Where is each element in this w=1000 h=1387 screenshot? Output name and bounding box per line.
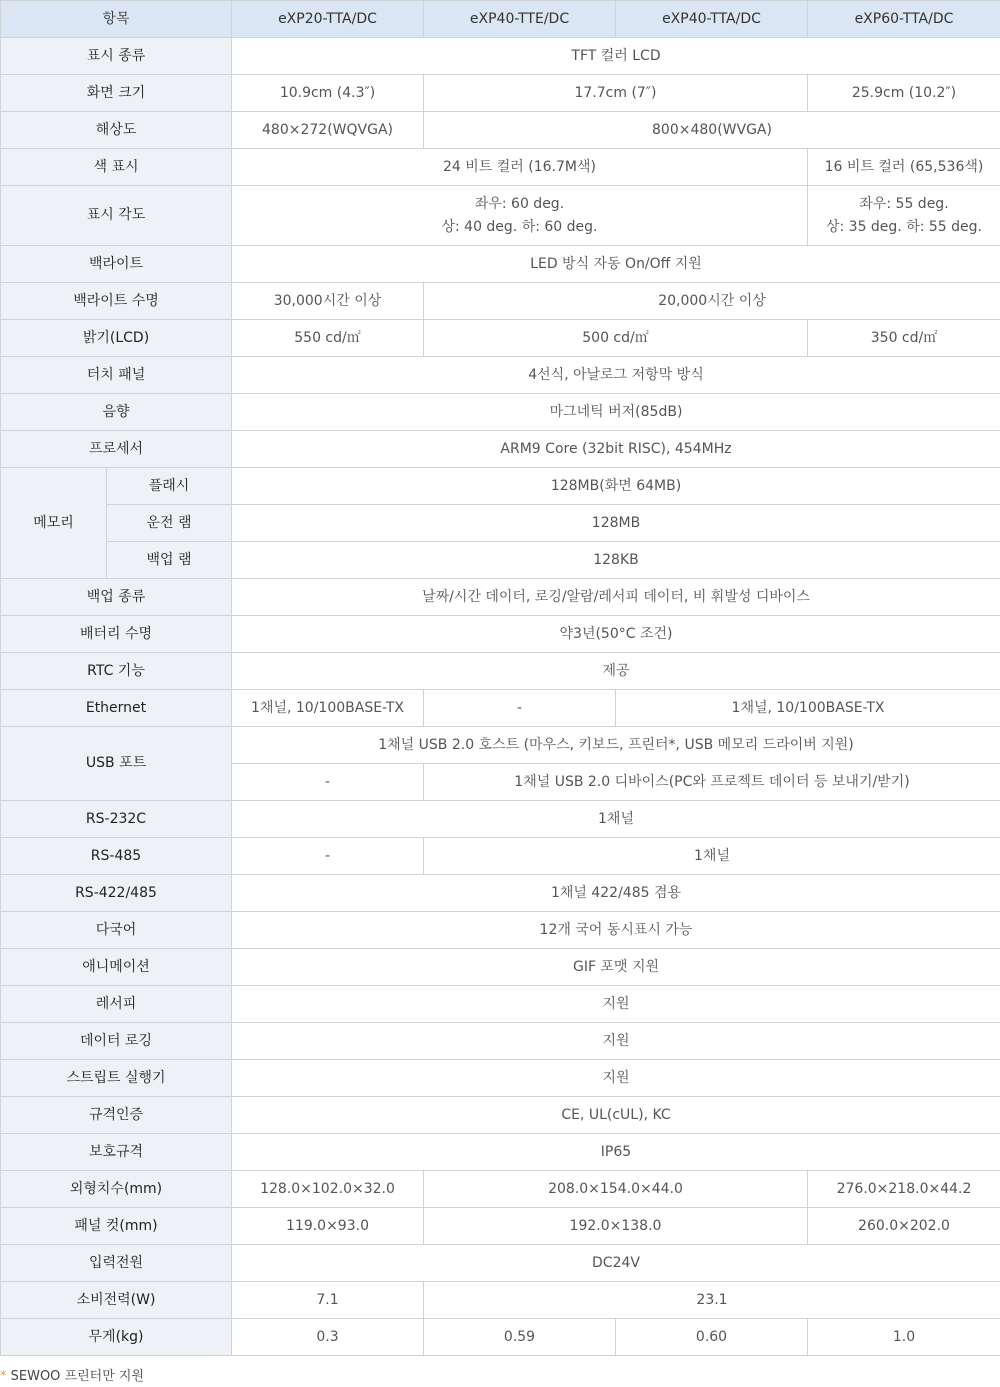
cell-value: 16 비트 컬러 (65,536색) <box>808 149 1000 186</box>
cell-value: ARM9 Core (32bit RISC), 454MHz <box>232 431 1000 468</box>
cell-value: 0.59 <box>424 1319 616 1356</box>
table-row <box>1 320 1000 357</box>
cell-value: 약3년(50°C 조건) <box>232 616 1000 653</box>
cell-value: 제공 <box>232 653 1000 690</box>
table-row <box>1 1060 1000 1097</box>
cell-value: CE, UL(cUL), KC <box>232 1097 1000 1134</box>
table-row <box>1 431 1000 468</box>
cell-value: 119.0×93.0 <box>232 1208 424 1245</box>
cell-value: 1채널, 10/100BASE-TX <box>616 690 1000 727</box>
table-row <box>1 468 1000 505</box>
row-label: USB 포트 <box>1 727 232 801</box>
cell-value: 20,000시간 이상 <box>424 283 1000 320</box>
row-label: 소비전력(W) <box>1 1282 232 1319</box>
table-row <box>1 246 1000 283</box>
cell-value: IP65 <box>232 1134 1000 1171</box>
cell-value: 지원 <box>232 986 1000 1023</box>
header-model: eXP20-TTA/DC <box>232 1 424 38</box>
cell-value: 1채널 422/485 겸용 <box>232 875 1000 912</box>
cell-value: 208.0×154.0×44.0 <box>424 1171 808 1208</box>
cell-value: 7.1 <box>232 1282 424 1319</box>
cell-value: 1채널 USB 2.0 디바이스(PC와 프로젝트 데이터 등 보내기/받기) <box>424 764 1000 801</box>
table-row <box>1 838 1000 875</box>
table-row <box>1 1171 1000 1208</box>
cell-value: 날짜/시간 데이터, 로깅/알람/레서피 데이터, 비 휘발성 디바이스 <box>232 579 1000 616</box>
row-label: 무게(kg) <box>1 1319 232 1356</box>
table-row <box>1 357 1000 394</box>
cell-value: 128.0×102.0×32.0 <box>232 1171 424 1208</box>
row-label: 백라이트 수명 <box>1 283 232 320</box>
row-label: RS-485 <box>1 838 232 875</box>
cell-value: 500 cd/㎡ <box>424 320 808 357</box>
row-label: 화면 크기 <box>1 75 232 112</box>
row-label: 외형치수(mm) <box>1 1171 232 1208</box>
cell-value: 550 cd/㎡ <box>232 320 424 357</box>
row-label: 색 표시 <box>1 149 232 186</box>
table-row <box>1 579 1000 616</box>
row-label: 터치 패널 <box>1 357 232 394</box>
cell-value: 10.9cm (4.3″) <box>232 75 424 112</box>
row-label: 음향 <box>1 394 232 431</box>
cell-value: 마그네틱 버저(85dB) <box>232 394 1000 431</box>
table-row <box>1 1097 1000 1134</box>
cell-value: DC24V <box>232 1245 1000 1282</box>
cell-value: 350 cd/㎡ <box>808 320 1000 357</box>
row-label: 보호규격 <box>1 1134 232 1171</box>
cell-value: 0.60 <box>616 1319 808 1356</box>
cell-value: LED 방식 자동 On/Off 지원 <box>232 246 1000 283</box>
row-label: 규격인증 <box>1 1097 232 1134</box>
row-label: 표시 종류 <box>1 38 232 75</box>
row-label: 프로세서 <box>1 431 232 468</box>
cell-value: 17.7cm (7″) <box>424 75 808 112</box>
cell-value: 1채널, 10/100BASE-TX <box>232 690 424 727</box>
cell-value: 276.0×218.0×44.2 <box>808 1171 1000 1208</box>
cell-value: 260.0×202.0 <box>808 1208 1000 1245</box>
row-label: 데이터 로깅 <box>1 1023 232 1060</box>
row-label: 입력전원 <box>1 1245 232 1282</box>
table-row <box>1 727 1000 764</box>
cell-value: 1.0 <box>808 1319 1000 1356</box>
table-row <box>1 616 1000 653</box>
cell-value: GIF 포맷 지원 <box>232 949 1000 986</box>
footnote-text: SEWOO 프린터만 지원 <box>6 1369 145 1384</box>
cell-line: 상: 40 deg. 하: 60 deg. <box>441 218 598 235</box>
row-label: 다국어 <box>1 912 232 949</box>
table-row <box>1 283 1000 320</box>
row-label: 패널 컷(mm) <box>1 1208 232 1245</box>
cell-value <box>808 186 1000 246</box>
cell-value: 25.9cm (10.2″) <box>808 75 1000 112</box>
row-label: 레서피 <box>1 986 232 1023</box>
row-label: 밝기(LCD) <box>1 320 232 357</box>
row-label: 백라이트 <box>1 246 232 283</box>
table-row <box>1 986 1000 1023</box>
header-item: 항목 <box>1 1 232 38</box>
cell-value: 4선식, 아날로그 저항막 방식 <box>232 357 1000 394</box>
row-label: RS-232C <box>1 801 232 838</box>
cell-value: 192.0×138.0 <box>424 1208 808 1245</box>
cell-value: 지원 <box>232 1060 1000 1097</box>
cell-value: TFT 컬러 LCD <box>232 38 1000 75</box>
cell-value: 23.1 <box>424 1282 1000 1319</box>
table-row <box>1 690 1000 727</box>
cell-value: - <box>232 764 424 801</box>
row-sublabel: 플래시 <box>107 468 232 505</box>
table-row <box>1 1319 1000 1356</box>
cell-value: 800×480(WVGA) <box>424 112 1000 149</box>
table-row <box>1 1282 1000 1319</box>
table-row <box>1 75 1000 112</box>
row-label: 메모리 <box>1 468 107 579</box>
table-row <box>1 186 1000 246</box>
cell-value: 12개 국어 동시표시 가능 <box>232 912 1000 949</box>
cell-value: 지원 <box>232 1023 1000 1060</box>
row-label: Ethernet <box>1 690 232 727</box>
cell-value <box>232 186 808 246</box>
cell-value: 24 비트 컬러 (16.7M색) <box>232 149 808 186</box>
table-row <box>1 38 1000 75</box>
table-row <box>1 875 1000 912</box>
table-row <box>1 542 1000 579</box>
header-model: eXP60-TTA/DC <box>808 1 1000 38</box>
table-row <box>1 801 1000 838</box>
footnote-star: * <box>0 1369 7 1384</box>
table-row <box>1 1245 1000 1282</box>
table-row <box>1 149 1000 186</box>
header-row <box>1 1 1000 38</box>
cell-value: 480×272(WQVGA) <box>232 112 424 149</box>
cell-value: 0.3 <box>232 1319 424 1356</box>
row-label: 스트립트 실행기 <box>1 1060 232 1097</box>
row-label: RS-422/485 <box>1 875 232 912</box>
row-label: 백업 종류 <box>1 579 232 616</box>
table-row <box>1 394 1000 431</box>
table-row <box>1 505 1000 542</box>
cell-value: 1채널 <box>424 838 1000 875</box>
row-sublabel: 백업 램 <box>107 542 232 579</box>
cell-value: - <box>232 838 424 875</box>
cell-value: 128KB <box>232 542 1000 579</box>
cell-value: 128MB(화면 64MB) <box>232 468 1000 505</box>
row-sublabel: 운전 램 <box>107 505 232 542</box>
row-label: RTC 기능 <box>1 653 232 690</box>
cell-line: 상: 35 deg. 하: 55 deg. <box>825 218 983 235</box>
cell-value: 1채널 <box>232 801 1000 838</box>
table-row <box>1 1134 1000 1171</box>
cell-value: - <box>424 690 616 727</box>
row-label: 해상도 <box>1 112 232 149</box>
table-row <box>1 949 1000 986</box>
cell-line: 좌우: 60 deg. <box>474 195 565 212</box>
table-row <box>1 912 1000 949</box>
cell-value: 30,000시간 이상 <box>232 283 424 320</box>
cell-line: 좌우: 55 deg. <box>859 195 949 212</box>
table-row <box>1 112 1000 149</box>
table-row <box>1 1208 1000 1245</box>
table-row <box>1 653 1000 690</box>
row-label: 표시 각도 <box>1 186 232 246</box>
row-label: 배터리 수명 <box>1 616 232 653</box>
cell-value: 1채널 USB 2.0 호스트 (마우스, 키보드, 프린터*, USB 메모리 드라이버 지원) <box>232 727 1000 764</box>
table-row <box>1 1023 1000 1060</box>
header-model: eXP40-TTE/DC <box>424 1 616 38</box>
header-model: eXP40-TTA/DC <box>616 1 808 38</box>
footnote <box>0 1356 1000 1384</box>
row-label: 애니메이션 <box>1 949 232 986</box>
cell-value: 128MB <box>232 505 1000 542</box>
